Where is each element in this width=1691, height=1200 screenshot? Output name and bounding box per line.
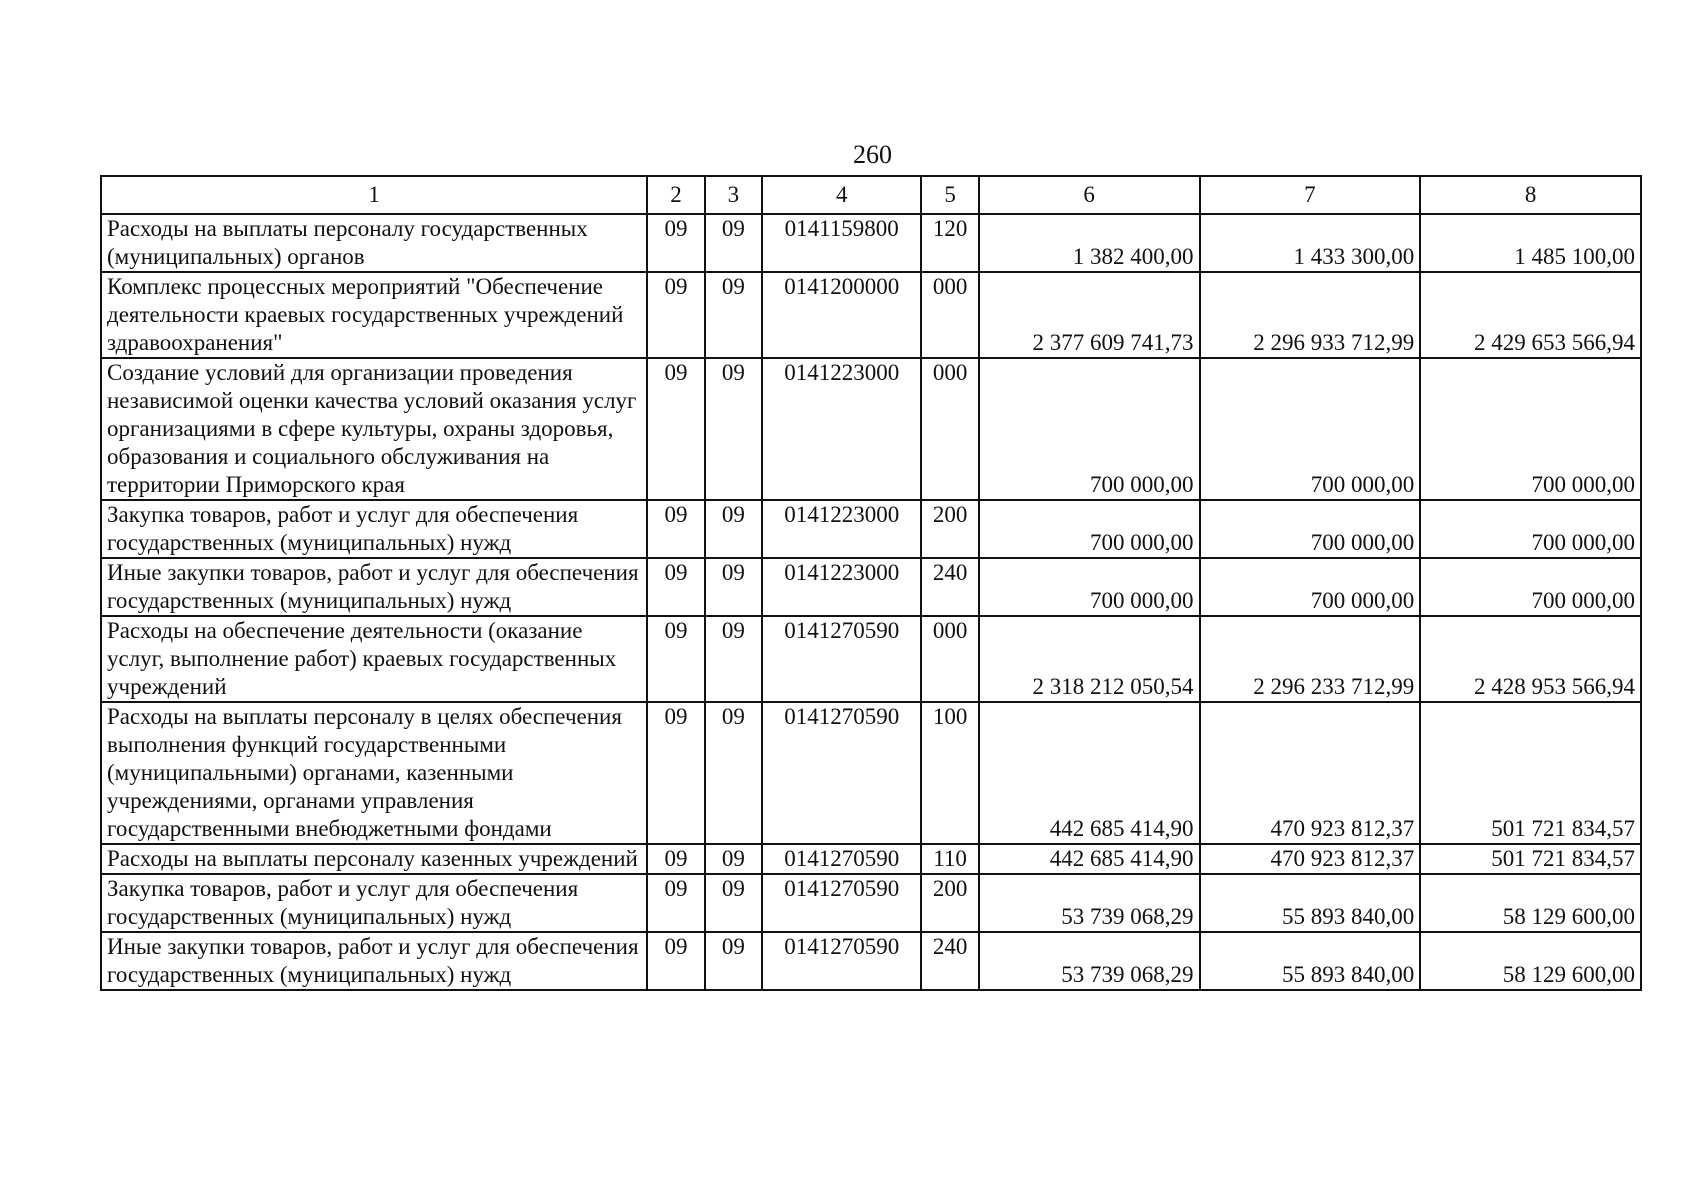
- subsection-code: 09: [705, 500, 762, 558]
- column-header-8: 8: [1420, 176, 1641, 214]
- expense-type-code: 110: [921, 844, 978, 874]
- table-row: [101, 702, 1641, 844]
- amount-col-8: 2 428 953 566,94: [1420, 616, 1641, 702]
- expense-type-code: 000: [921, 358, 978, 500]
- amount-col-6: 700 000,00: [979, 358, 1200, 500]
- amount-col-7: 2 296 933 712,99: [1200, 272, 1421, 358]
- section-code: 09: [647, 272, 704, 358]
- table-row: [101, 214, 1641, 272]
- amount-col-7: 470 923 812,37: [1200, 844, 1421, 874]
- target-article-code: 0141223000: [762, 500, 921, 558]
- column-header-7: 7: [1200, 176, 1421, 214]
- expense-name: Иные закупки товаров, работ и услуг для обеспечения государственных (муниципальных) нужд: [101, 932, 647, 990]
- column-header-2: 2: [647, 176, 704, 214]
- section-code: 09: [647, 500, 704, 558]
- table-row: [101, 932, 1641, 990]
- section-code: 09: [647, 616, 704, 702]
- amount-col-8: 700 000,00: [1420, 558, 1641, 616]
- target-article-code: 0141270590: [762, 932, 921, 990]
- amount-col-8: 700 000,00: [1420, 358, 1641, 500]
- subsection-code: 09: [705, 214, 762, 272]
- amount-col-7: 700 000,00: [1200, 500, 1421, 558]
- expense-name: Создание условий для организации проведения независимой оценки качества условий оказания услуг организациями в сфере культуры, охраны здоровья, образования и социального обслуживания на территории Приморского края: [101, 358, 647, 500]
- amount-col-6: 700 000,00: [979, 500, 1200, 558]
- subsection-code: 09: [705, 932, 762, 990]
- budget-table: [100, 175, 1642, 991]
- section-code: 09: [647, 558, 704, 616]
- column-header-1: 1: [101, 176, 647, 214]
- subsection-code: 09: [705, 844, 762, 874]
- amount-col-6: 53 739 068,29: [979, 932, 1200, 990]
- table-row: [101, 874, 1641, 932]
- amount-col-7: 55 893 840,00: [1200, 874, 1421, 932]
- page-number: 260: [853, 140, 892, 169]
- amount-col-7: 1 433 300,00: [1200, 214, 1421, 272]
- amount-col-7: 700 000,00: [1200, 558, 1421, 616]
- table-row: [101, 558, 1641, 616]
- expense-name: Расходы на выплаты персоналу казенных учреждений: [101, 844, 647, 874]
- amount-col-8: 2 429 653 566,94: [1420, 272, 1641, 358]
- column-header-6: 6: [979, 176, 1200, 214]
- column-header-5: 5: [921, 176, 978, 214]
- expense-name: Закупка товаров, работ и услуг для обеспечения государственных (муниципальных) нужд: [101, 874, 647, 932]
- subsection-code: 09: [705, 358, 762, 500]
- subsection-code: 09: [705, 874, 762, 932]
- amount-col-7: 2 296 233 712,99: [1200, 616, 1421, 702]
- amount-col-6: 2 318 212 050,54: [979, 616, 1200, 702]
- amount-col-8: 501 721 834,57: [1420, 844, 1641, 874]
- subsection-code: 09: [705, 272, 762, 358]
- section-code: 09: [647, 844, 704, 874]
- table-row: [101, 358, 1641, 500]
- section-code: 09: [647, 702, 704, 844]
- expense-type-code: 200: [921, 874, 978, 932]
- expense-type-code: 100: [921, 702, 978, 844]
- amount-col-7: 700 000,00: [1200, 358, 1421, 500]
- expense-type-code: 240: [921, 558, 978, 616]
- amount-col-8: 58 129 600,00: [1420, 932, 1641, 990]
- expense-name: Расходы на выплаты персоналу в целях обеспечения выполнения функций государственными (муниципальными) органами, казенными учреждениями, органами управления государственными внебюджетными фондами: [101, 702, 647, 844]
- expense-name: Расходы на выплаты персоналу государственных (муниципальных) органов: [101, 214, 647, 272]
- table-row: [101, 272, 1641, 358]
- amount-col-6: 53 739 068,29: [979, 874, 1200, 932]
- column-number-header-row: [101, 176, 1641, 214]
- target-article-code: 0141223000: [762, 558, 921, 616]
- amount-col-6: 442 685 414,90: [979, 702, 1200, 844]
- amount-col-6: 1 382 400,00: [979, 214, 1200, 272]
- expense-type-code: 000: [921, 272, 978, 358]
- section-code: 09: [647, 932, 704, 990]
- subsection-code: 09: [705, 616, 762, 702]
- subsection-code: 09: [705, 702, 762, 844]
- amount-col-7: 470 923 812,37: [1200, 702, 1421, 844]
- expense-name: Комплекс процессных мероприятий "Обеспечение деятельности краевых государственных учреждений здравоохранения": [101, 272, 647, 358]
- target-article-code: 0141200000: [762, 272, 921, 358]
- amount-col-7: 55 893 840,00: [1200, 932, 1421, 990]
- target-article-code: 0141159800: [762, 214, 921, 272]
- target-article-code: 0141270590: [762, 616, 921, 702]
- expense-name: Закупка товаров, работ и услуг для обеспечения государственных (муниципальных) нужд: [101, 500, 647, 558]
- table-row: [101, 616, 1641, 702]
- subsection-code: 09: [705, 558, 762, 616]
- target-article-code: 0141223000: [762, 358, 921, 500]
- expense-name: Расходы на обеспечение деятельности (оказание услуг, выполнение работ) краевых государственных учреждений: [101, 616, 647, 702]
- expense-type-code: 120: [921, 214, 978, 272]
- amount-col-6: 700 000,00: [979, 558, 1200, 616]
- target-article-code: 0141270590: [762, 874, 921, 932]
- section-code: 09: [647, 214, 704, 272]
- amount-col-8: 700 000,00: [1420, 500, 1641, 558]
- section-code: 09: [647, 874, 704, 932]
- amount-col-6: 442 685 414,90: [979, 844, 1200, 874]
- table-row: [101, 844, 1641, 874]
- amount-col-8: 501 721 834,57: [1420, 702, 1641, 844]
- expense-type-code: 240: [921, 932, 978, 990]
- expense-type-code: 200: [921, 500, 978, 558]
- column-header-4: 4: [762, 176, 921, 214]
- amount-col-8: 58 129 600,00: [1420, 874, 1641, 932]
- table-row: [101, 500, 1641, 558]
- expense-name: Иные закупки товаров, работ и услуг для обеспечения государственных (муниципальных) нужд: [101, 558, 647, 616]
- amount-col-8: 1 485 100,00: [1420, 214, 1641, 272]
- target-article-code: 0141270590: [762, 702, 921, 844]
- target-article-code: 0141270590: [762, 844, 921, 874]
- column-header-3: 3: [705, 176, 762, 214]
- expense-type-code: 000: [921, 616, 978, 702]
- section-code: 09: [647, 358, 704, 500]
- amount-col-6: 2 377 609 741,73: [979, 272, 1200, 358]
